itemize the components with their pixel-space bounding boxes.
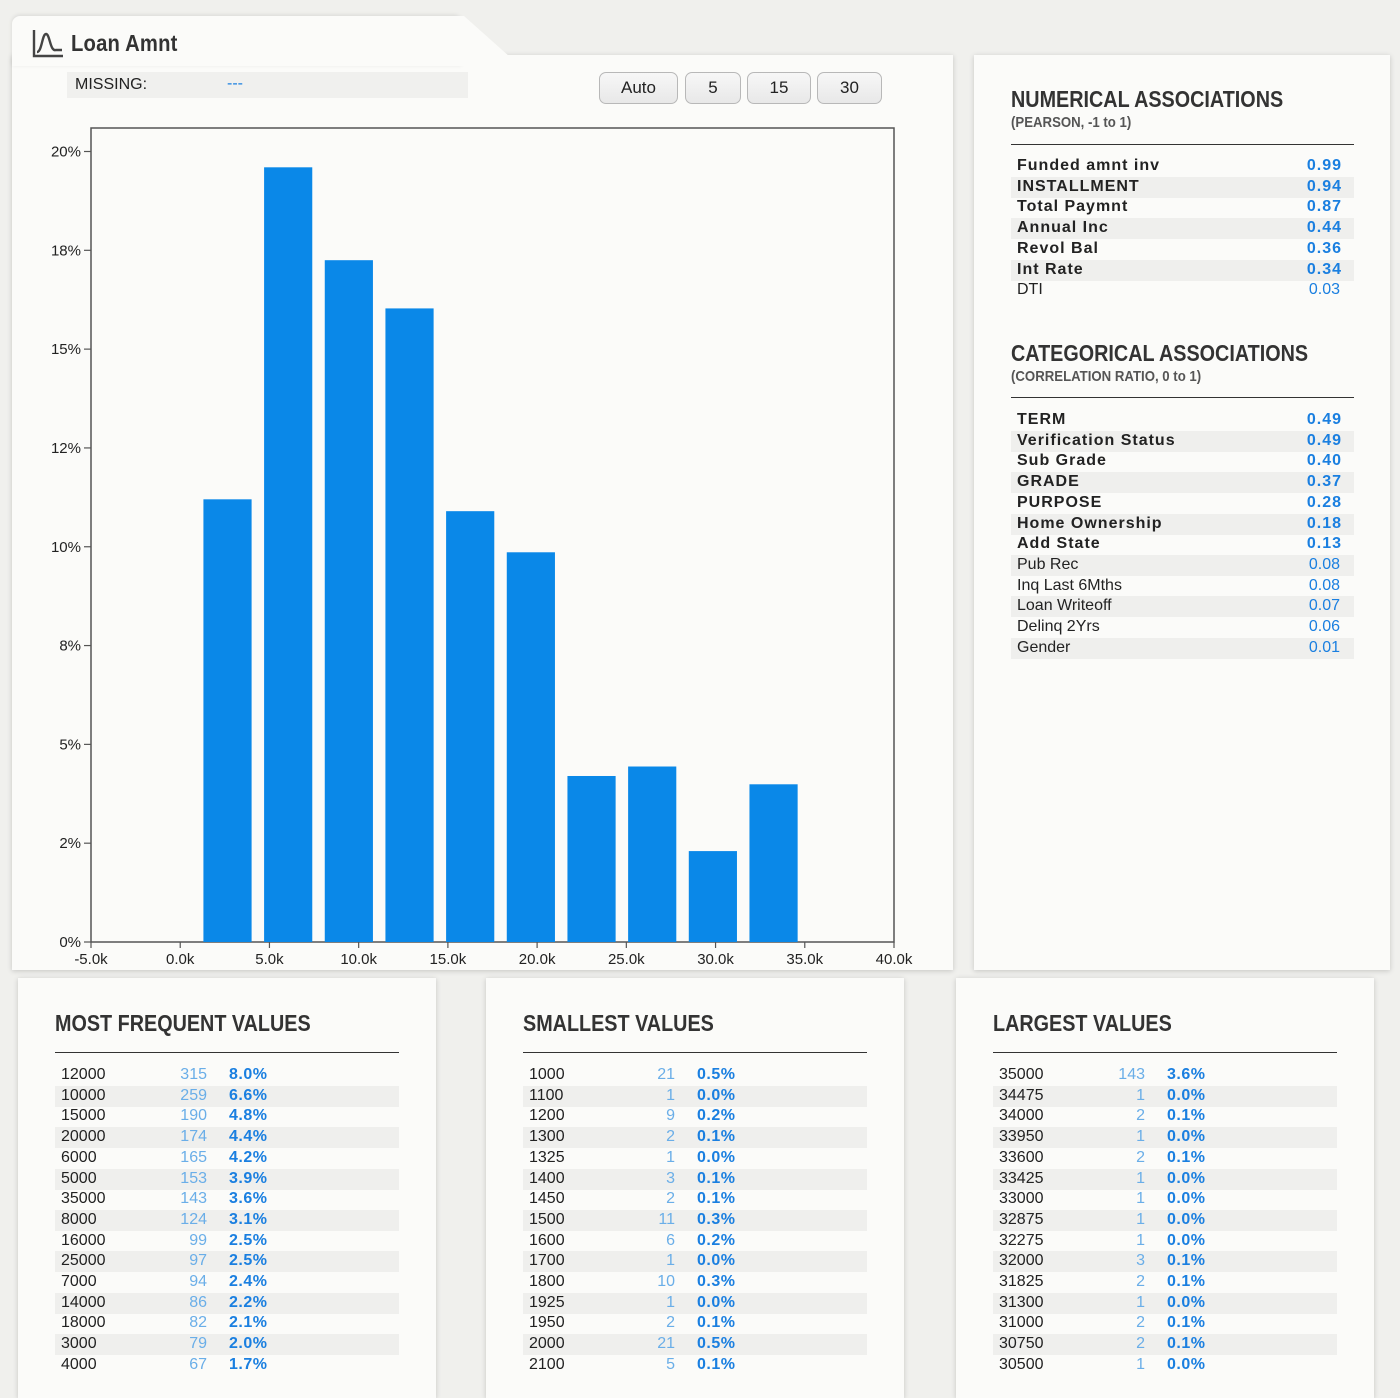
- largest-values-row: [993, 1210, 1337, 1231]
- y-tick-label: 15%: [50, 341, 81, 359]
- association-value: 0.08: [1308, 576, 1340, 594]
- smallest-values-percent: 0.0%: [697, 1086, 736, 1104]
- largest-values-card: [956, 978, 1374, 1398]
- most-frequent-row: [55, 1148, 399, 1169]
- largest-values-percent: 0.1%: [1167, 1273, 1206, 1290]
- smallest-values-count: 2: [666, 1314, 675, 1332]
- categorical-association-row[interactable]: [1011, 534, 1354, 555]
- smallest-values-row: [523, 1355, 867, 1376]
- most-frequent-value: 14000: [61, 1293, 106, 1311]
- association-label: Add State: [1017, 535, 1101, 553]
- most-frequent-row: [55, 1334, 399, 1355]
- association-label: Pub Rec: [1017, 555, 1079, 573]
- largest-values-row: [993, 1106, 1337, 1127]
- smallest-values-percent: 0.1%: [697, 1128, 736, 1146]
- smallest-values-value: 1500: [529, 1210, 565, 1228]
- most-frequent-count: 315: [180, 1066, 207, 1083]
- smallest-values-row: [523, 1231, 867, 1252]
- most-frequent-row: [55, 1210, 399, 1231]
- smallest-values-value: 1450: [529, 1190, 565, 1208]
- y-tick-label: 12%: [50, 439, 81, 457]
- smallest-values-value: 1200: [529, 1107, 565, 1125]
- most-frequent-row: [55, 1293, 399, 1314]
- largest-values-value: 31000: [999, 1314, 1044, 1332]
- most-frequent-card: [18, 978, 436, 1398]
- most-frequent-percent: 2.0%: [229, 1335, 268, 1353]
- numerical-rule: [1011, 144, 1354, 145]
- smallest-values-percent: 0.0%: [697, 1293, 736, 1311]
- most-frequent-value: 5000: [61, 1169, 97, 1187]
- x-tick-label: 40.0k: [875, 951, 913, 968]
- association-label: Sub Grade: [1017, 452, 1107, 470]
- y-tick-label: 18%: [50, 242, 81, 260]
- smallest-values-percent: 0.2%: [697, 1107, 736, 1125]
- association-label: Gender: [1017, 638, 1071, 656]
- most-frequent-percent: 2.5%: [229, 1231, 268, 1249]
- y-tick-label: 8%: [59, 637, 81, 655]
- numerical-association-row[interactable]: [1011, 197, 1354, 218]
- x-tick-label: 30.0k: [697, 951, 734, 968]
- categorical-association-row[interactable]: [1011, 555, 1354, 576]
- categorical-association-row[interactable]: [1011, 410, 1354, 431]
- smallest-values-percent: 0.3%: [697, 1273, 736, 1290]
- smallest-values-count: 9: [666, 1107, 675, 1125]
- x-tick-label: 0.0k: [166, 951, 195, 968]
- smallest-values-value: 1400: [529, 1169, 565, 1187]
- most-frequent-row: [55, 1251, 399, 1272]
- smallest-values-value: 1000: [529, 1066, 565, 1083]
- association-value: 0.99: [1306, 157, 1342, 174]
- x-tick-label: 5.0k: [255, 951, 284, 968]
- smallest-values-row: [523, 1313, 867, 1334]
- most-frequent-value: 10000: [61, 1086, 106, 1104]
- smallest-values-percent: 0.3%: [697, 1210, 736, 1228]
- largest-values-count: 143: [1118, 1066, 1145, 1083]
- largest-values-row: [993, 1189, 1337, 1210]
- most-frequent-count: 79: [189, 1335, 207, 1353]
- most-frequent-percent: 4.2%: [229, 1148, 268, 1166]
- largest-values-row: [993, 1293, 1337, 1314]
- most-frequent-count: 86: [189, 1293, 207, 1311]
- bins-30-button[interactable]: 30: [817, 72, 882, 104]
- largest-values-percent: 0.1%: [1167, 1148, 1206, 1166]
- most-frequent-percent: 2.5%: [229, 1252, 268, 1270]
- largest-values-count: 2: [1136, 1148, 1145, 1166]
- histogram-bar-1[interactable]: [264, 167, 312, 942]
- largest-values-percent: 0.0%: [1167, 1190, 1206, 1208]
- smallest-values-row: [523, 1086, 867, 1107]
- largest-values-row: [993, 1334, 1337, 1355]
- categorical-association-row[interactable]: [1011, 617, 1354, 638]
- largest-values-value: 31825: [999, 1273, 1044, 1290]
- largest-values-value: 33600: [999, 1148, 1044, 1166]
- most-frequent-percent: 1.7%: [229, 1355, 268, 1373]
- smallest-values-row: [523, 1210, 867, 1231]
- bins-5-button[interactable]: 5: [685, 72, 741, 104]
- bins-15-button[interactable]: 15: [747, 72, 811, 104]
- histogram-bar-5[interactable]: [507, 552, 555, 942]
- most-frequent-percent: 4.8%: [229, 1107, 268, 1125]
- categorical-association-row[interactable]: [1011, 493, 1354, 514]
- categorical-associations-subtitle: (CORRELATION RATIO, 0 to 1): [1011, 368, 1202, 385]
- most-frequent-title: MOST FREQUENT VALUES: [55, 1010, 311, 1036]
- smallest-values-row: [523, 1293, 867, 1314]
- largest-values-row: [993, 1169, 1337, 1190]
- largest-values-count: 1: [1136, 1210, 1145, 1228]
- histogram-bar-0[interactable]: [203, 499, 251, 942]
- most-frequent-count: 99: [189, 1231, 207, 1249]
- largest-values-percent: 0.1%: [1167, 1107, 1206, 1125]
- histogram-bar-9[interactable]: [749, 784, 797, 942]
- largest-values-value: 32875: [999, 1210, 1044, 1228]
- most-frequent-value: 35000: [61, 1190, 106, 1208]
- largest-values-row: [993, 1086, 1337, 1107]
- largest-values-value: 35000: [999, 1066, 1044, 1083]
- most-frequent-value: 16000: [61, 1231, 106, 1249]
- association-value: 0.94: [1306, 177, 1342, 195]
- histogram-bar-3[interactable]: [385, 308, 433, 942]
- smallest-values-row: [523, 1251, 867, 1272]
- largest-values-percent: 0.0%: [1167, 1210, 1206, 1228]
- histogram-bar-4[interactable]: [446, 511, 494, 942]
- largest-values-count: 2: [1136, 1314, 1145, 1332]
- y-tick-label: 10%: [50, 538, 81, 556]
- association-value: 0.06: [1308, 618, 1340, 635]
- smallest-values-percent: 0.1%: [697, 1355, 736, 1373]
- largest-values-percent: 0.0%: [1167, 1169, 1206, 1187]
- largest-values-value: 30750: [999, 1335, 1044, 1353]
- association-value: 0.07: [1308, 597, 1340, 615]
- most-frequent-count: 190: [180, 1107, 207, 1125]
- smallest-values-percent: 0.2%: [697, 1231, 736, 1249]
- most-frequent-percent: 4.4%: [229, 1128, 268, 1146]
- smallest-values-value: 2000: [529, 1335, 565, 1353]
- categorical-rule: [1011, 397, 1354, 398]
- most-frequent-percent: 3.9%: [229, 1169, 268, 1187]
- most-frequent-percent: 6.6%: [229, 1086, 268, 1104]
- association-value: 0.28: [1306, 493, 1342, 511]
- largest-values-count: 3: [1136, 1252, 1145, 1270]
- association-label: Annual Inc: [1017, 219, 1109, 237]
- most-frequent-row: [55, 1231, 399, 1252]
- numerical-association-row[interactable]: [1011, 239, 1354, 260]
- most-frequent-value: 6000: [61, 1148, 97, 1166]
- most-frequent-value: 20000: [61, 1128, 106, 1146]
- association-label: Total Paymnt: [1017, 198, 1129, 216]
- largest-values-count: 1: [1136, 1355, 1145, 1373]
- smallest-values-title: SMALLEST VALUES: [523, 1010, 714, 1036]
- categorical-association-row[interactable]: [1011, 451, 1354, 472]
- largest-values-row: [993, 1231, 1337, 1252]
- most-frequent-percent: 3.6%: [229, 1190, 268, 1208]
- largest-values-percent: 0.1%: [1167, 1335, 1206, 1353]
- smallest-values-row: [523, 1334, 867, 1355]
- y-tick-label: 2%: [59, 835, 81, 853]
- association-label: Revol Bal: [1017, 239, 1099, 257]
- smallest-values-value: 1950: [529, 1314, 565, 1332]
- missing-label: MISSING:: [75, 76, 148, 93]
- smallest-values-count: 21: [657, 1066, 675, 1083]
- smallest-values-percent: 0.0%: [697, 1148, 736, 1166]
- largest-values-count: 1: [1136, 1128, 1145, 1146]
- categorical-association-row[interactable]: [1011, 638, 1354, 659]
- numerical-association-row[interactable]: [1011, 280, 1354, 301]
- largest-values-value: 34000: [999, 1107, 1044, 1125]
- bins-auto-button[interactable]: Auto: [599, 72, 678, 104]
- smallest-values-count: 10: [657, 1273, 675, 1290]
- association-value: 0.18: [1306, 514, 1342, 532]
- smallest-values-count: 2: [666, 1190, 675, 1208]
- x-tick-label: 25.0k: [607, 951, 645, 968]
- x-tick-label: 10.0k: [340, 951, 378, 968]
- largest-values-row: [993, 1272, 1337, 1293]
- smallest-values-count: 6: [666, 1231, 675, 1249]
- smallest-values-value: 1325: [529, 1148, 565, 1166]
- categorical-association-row[interactable]: [1011, 431, 1354, 452]
- largest-values-count: 2: [1136, 1335, 1145, 1353]
- smallest-values-rule: [523, 1052, 867, 1053]
- most-frequent-row: [55, 1313, 399, 1334]
- smallest-values-count: 11: [658, 1210, 675, 1228]
- x-tick-label: 20.0k: [518, 951, 556, 968]
- most-frequent-percent: 3.1%: [229, 1210, 268, 1228]
- association-label: Int Rate: [1017, 260, 1084, 278]
- largest-values-value: 32275: [999, 1231, 1044, 1249]
- association-value: 0.03: [1308, 281, 1340, 299]
- most-frequent-count: 165: [180, 1148, 207, 1166]
- most-frequent-row: [55, 1086, 399, 1107]
- association-label: GRADE: [1017, 473, 1080, 491]
- largest-values-value: 34475: [999, 1086, 1044, 1104]
- association-label: Funded amnt inv: [1017, 157, 1160, 174]
- smallest-values-card: [486, 978, 904, 1398]
- numerical-association-row[interactable]: [1011, 177, 1354, 198]
- most-frequent-count: 67: [189, 1355, 207, 1373]
- smallest-values-percent: 0.0%: [697, 1252, 736, 1270]
- smallest-values-value: 1100: [529, 1086, 564, 1104]
- categorical-association-row[interactable]: [1011, 514, 1354, 535]
- largest-values-row: [993, 1127, 1337, 1148]
- most-frequent-value: 25000: [61, 1252, 106, 1270]
- most-frequent-percent: 2.1%: [229, 1314, 268, 1332]
- largest-values-value: 33000: [999, 1190, 1044, 1208]
- most-frequent-value: 7000: [61, 1273, 97, 1290]
- largest-values-percent: 0.0%: [1167, 1128, 1206, 1146]
- smallest-values-percent: 0.1%: [697, 1314, 736, 1332]
- most-frequent-value: 3000: [61, 1335, 97, 1353]
- largest-values-count: 2: [1136, 1273, 1145, 1290]
- most-frequent-value: 18000: [61, 1314, 106, 1332]
- most-frequent-percent: 2.2%: [229, 1293, 268, 1311]
- smallest-values-value: 1925: [529, 1293, 565, 1311]
- largest-values-count: 1: [1136, 1086, 1145, 1104]
- most-frequent-count: 174: [180, 1128, 207, 1146]
- smallest-values-row: [523, 1148, 867, 1169]
- most-frequent-count: 94: [189, 1273, 207, 1290]
- smallest-values-count: 21: [657, 1335, 675, 1353]
- largest-values-row: [993, 1065, 1337, 1086]
- largest-values-count: 2: [1136, 1107, 1145, 1125]
- most-frequent-count: 143: [180, 1190, 207, 1208]
- association-label: TERM: [1017, 411, 1067, 428]
- most-frequent-percent: 2.4%: [229, 1273, 268, 1290]
- largest-values-title: LARGEST VALUES: [993, 1010, 1172, 1036]
- most-frequent-row: [55, 1065, 399, 1086]
- smallest-values-row: [523, 1272, 867, 1293]
- association-value: 0.87: [1306, 198, 1342, 216]
- association-label: Loan Writeoff: [1017, 597, 1112, 615]
- most-frequent-row: [55, 1169, 399, 1190]
- smallest-values-count: 1: [666, 1293, 675, 1311]
- numerical-associations-title: NUMERICAL ASSOCIATIONS: [1011, 86, 1284, 112]
- association-label: PURPOSE: [1017, 493, 1103, 511]
- most-frequent-row: [55, 1355, 399, 1376]
- association-value: 0.49: [1306, 411, 1342, 428]
- smallest-values-value: 1600: [529, 1231, 565, 1249]
- association-value: 0.37: [1306, 473, 1342, 491]
- histogram-bar-2[interactable]: [325, 260, 373, 942]
- most-frequent-percent: 8.0%: [229, 1066, 268, 1083]
- smallest-values-value: 1700: [529, 1252, 565, 1270]
- association-value: 0.49: [1306, 431, 1342, 449]
- smallest-values-value: 1300: [529, 1128, 565, 1146]
- smallest-values-count: 1: [666, 1252, 675, 1270]
- largest-values-value: 33950: [999, 1128, 1044, 1146]
- association-label: INSTALLMENT: [1017, 177, 1140, 195]
- smallest-values-percent: 0.1%: [697, 1169, 736, 1187]
- most-frequent-value: 12000: [61, 1066, 106, 1083]
- categorical-association-row[interactable]: [1011, 596, 1354, 617]
- y-tick-label: 20%: [50, 143, 81, 161]
- association-label: Home Ownership: [1017, 514, 1163, 532]
- largest-values-percent: 3.6%: [1167, 1066, 1206, 1083]
- categorical-associations-title: CATEGORICAL ASSOCIATIONS: [1011, 340, 1309, 366]
- most-frequent-row: [55, 1189, 399, 1210]
- largest-values-count: 1: [1136, 1190, 1145, 1208]
- y-tick-label: 0%: [59, 934, 81, 951]
- histogram-bar-7[interactable]: [628, 767, 676, 942]
- association-label: Delinq 2Yrs: [1017, 618, 1100, 635]
- association-value: 0.34: [1306, 260, 1342, 278]
- largest-values-percent: 0.0%: [1167, 1355, 1206, 1373]
- largest-values-percent: 0.0%: [1167, 1086, 1206, 1104]
- most-frequent-value: 8000: [61, 1210, 97, 1228]
- largest-values-percent: 0.0%: [1167, 1293, 1206, 1311]
- association-label: Verification Status: [1017, 431, 1176, 449]
- numerical-association-row[interactable]: [1011, 218, 1354, 239]
- largest-values-row: [993, 1148, 1337, 1169]
- numerical-association-row[interactable]: [1011, 260, 1354, 281]
- most-frequent-row: [55, 1127, 399, 1148]
- most-frequent-row: [55, 1272, 399, 1293]
- most-frequent-rule: [55, 1052, 399, 1053]
- smallest-values-row: [523, 1065, 867, 1086]
- most-frequent-count: 259: [180, 1086, 207, 1104]
- x-tick-label: 35.0k: [786, 951, 824, 968]
- smallest-values-row: [523, 1127, 867, 1148]
- largest-values-percent: 0.1%: [1167, 1252, 1206, 1270]
- largest-values-percent: 0.1%: [1167, 1314, 1206, 1332]
- x-tick-label: 15.0k: [429, 951, 467, 968]
- smallest-values-count: 2: [666, 1128, 675, 1146]
- numerical-associations-subtitle: (PEARSON, -1 to 1): [1011, 114, 1132, 131]
- categorical-association-row[interactable]: [1011, 576, 1354, 597]
- most-frequent-count: 124: [180, 1210, 207, 1228]
- smallest-values-count: 1: [666, 1086, 675, 1104]
- largest-values-rule: [993, 1052, 1337, 1053]
- largest-values-count: 1: [1136, 1169, 1145, 1187]
- smallest-values-value: 1800: [529, 1273, 565, 1290]
- smallest-values-count: 3: [666, 1169, 675, 1187]
- largest-values-row: [993, 1251, 1337, 1272]
- association-value: 0.36: [1306, 239, 1342, 257]
- most-frequent-count: 153: [180, 1169, 207, 1187]
- most-frequent-row: [55, 1106, 399, 1127]
- missing-value: ---: [227, 75, 243, 92]
- association-value: 0.13: [1306, 535, 1342, 553]
- smallest-values-value: 2100: [529, 1355, 565, 1373]
- largest-values-value: 30500: [999, 1355, 1044, 1373]
- association-value: 0.08: [1308, 555, 1340, 573]
- most-frequent-value: 15000: [61, 1107, 106, 1125]
- association-label: Inq Last 6Mths: [1017, 576, 1122, 594]
- histogram-title: Loan Amnt: [71, 30, 178, 56]
- largest-values-count: 1: [1136, 1231, 1145, 1249]
- smallest-values-row: [523, 1169, 867, 1190]
- numerical-association-row[interactable]: [1011, 156, 1354, 177]
- histogram-bar-6[interactable]: [567, 776, 615, 942]
- association-value: 0.44: [1306, 219, 1342, 237]
- largest-values-value: 32000: [999, 1252, 1044, 1270]
- largest-values-value: 31300: [999, 1293, 1044, 1311]
- smallest-values-percent: 0.1%: [697, 1190, 736, 1208]
- x-tick-label: -5.0k: [74, 951, 108, 968]
- smallest-values-row: [523, 1106, 867, 1127]
- largest-values-percent: 0.0%: [1167, 1231, 1206, 1249]
- largest-values-row: [993, 1313, 1337, 1334]
- categorical-association-row[interactable]: [1011, 472, 1354, 493]
- smallest-values-percent: 0.5%: [697, 1335, 736, 1353]
- most-frequent-count: 97: [189, 1252, 207, 1270]
- smallest-values-count: 5: [666, 1355, 675, 1373]
- smallest-values-count: 1: [666, 1148, 675, 1166]
- y-tick-label: 5%: [59, 736, 81, 754]
- smallest-values-row: [523, 1189, 867, 1210]
- association-value: 0.40: [1306, 452, 1342, 470]
- most-frequent-count: 82: [189, 1314, 207, 1332]
- most-frequent-value: 4000: [61, 1355, 97, 1373]
- smallest-values-percent: 0.5%: [697, 1066, 736, 1083]
- association-value: 0.01: [1308, 638, 1340, 656]
- association-label: DTI: [1017, 281, 1043, 299]
- largest-values-count: 1: [1136, 1293, 1145, 1311]
- largest-values-row: [993, 1355, 1337, 1376]
- histogram-bar-8[interactable]: [689, 851, 737, 942]
- largest-values-value: 33425: [999, 1169, 1044, 1187]
